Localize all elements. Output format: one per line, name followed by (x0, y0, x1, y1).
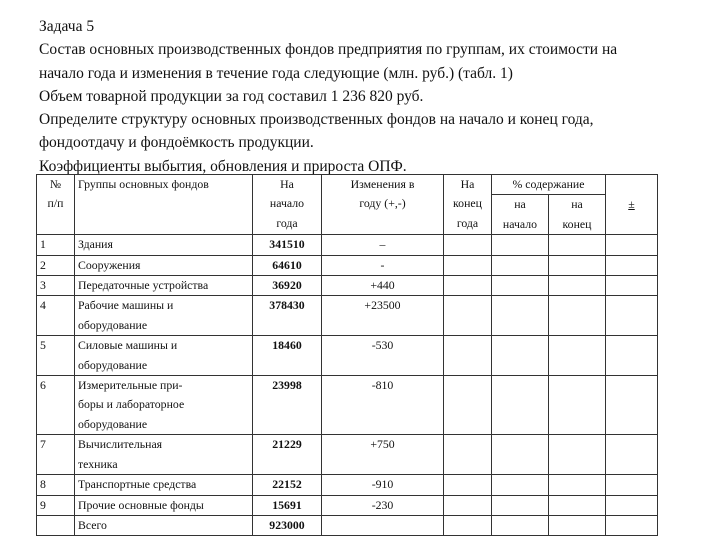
table-total-row (37, 515, 658, 535)
task-text (39, 15, 719, 178)
header-end: На конец года (444, 175, 492, 235)
header-pct: % содержание (492, 175, 606, 195)
task-line: фондоотдачу и фондоёмкость продукции. (39, 134, 314, 152)
table-header-row (37, 175, 658, 195)
table-row: 8 Транспортные средства 22152 -910 (37, 475, 658, 495)
task-line: Коэффициенты выбытия, обновления и прироста ОПФ. (39, 157, 407, 175)
task-line: начало года и изменения в течение года следующие (млн. руб.) (табл. 1) (39, 64, 513, 82)
task-line: Определите структуру основных производственных фондов на начало и конец года, (39, 111, 594, 129)
header-start: На начало года (253, 175, 322, 235)
table-row: 6 Измерительные при- боры и лабораторное оборудование 23998 -810 (37, 376, 658, 435)
table-row: 7 Вычислительная техника 21229 +750 (37, 435, 658, 475)
total-label: Всего (75, 515, 253, 535)
task-line: Состав основных производственных фондов предприятия по группам, их стоимости на (39, 41, 618, 59)
header-num: № п/п (37, 175, 75, 235)
header-pct-end: на конец (549, 195, 606, 235)
total-start: 923000 (253, 515, 322, 535)
task-line: Объем товарной продукции за год составил 1 236 820 руб. (39, 87, 424, 105)
fixed-assets-table (36, 174, 658, 536)
table-row: 5 Силовые машины и оборудование 18460 -530 (37, 336, 658, 376)
table-row: 9 Прочие основные фонды 15691 -230 (37, 495, 658, 515)
task-title: Задача 5 (39, 18, 95, 35)
header-pm: ± (606, 175, 658, 235)
table-row: 3 Передаточные устройства 36920 +440 (37, 276, 658, 296)
header-change: Изменения в году (+,-) (322, 175, 444, 235)
table-row: 1 Здания 341510 – (37, 235, 658, 255)
table-row: 2 Сооружения 64610 - (37, 255, 658, 275)
header-pct-start: на начало (492, 195, 549, 235)
table-row: 4 Рабочие машины и оборудование 378430 +23500 (37, 296, 658, 336)
header-group: Группы основных фондов (75, 175, 253, 235)
